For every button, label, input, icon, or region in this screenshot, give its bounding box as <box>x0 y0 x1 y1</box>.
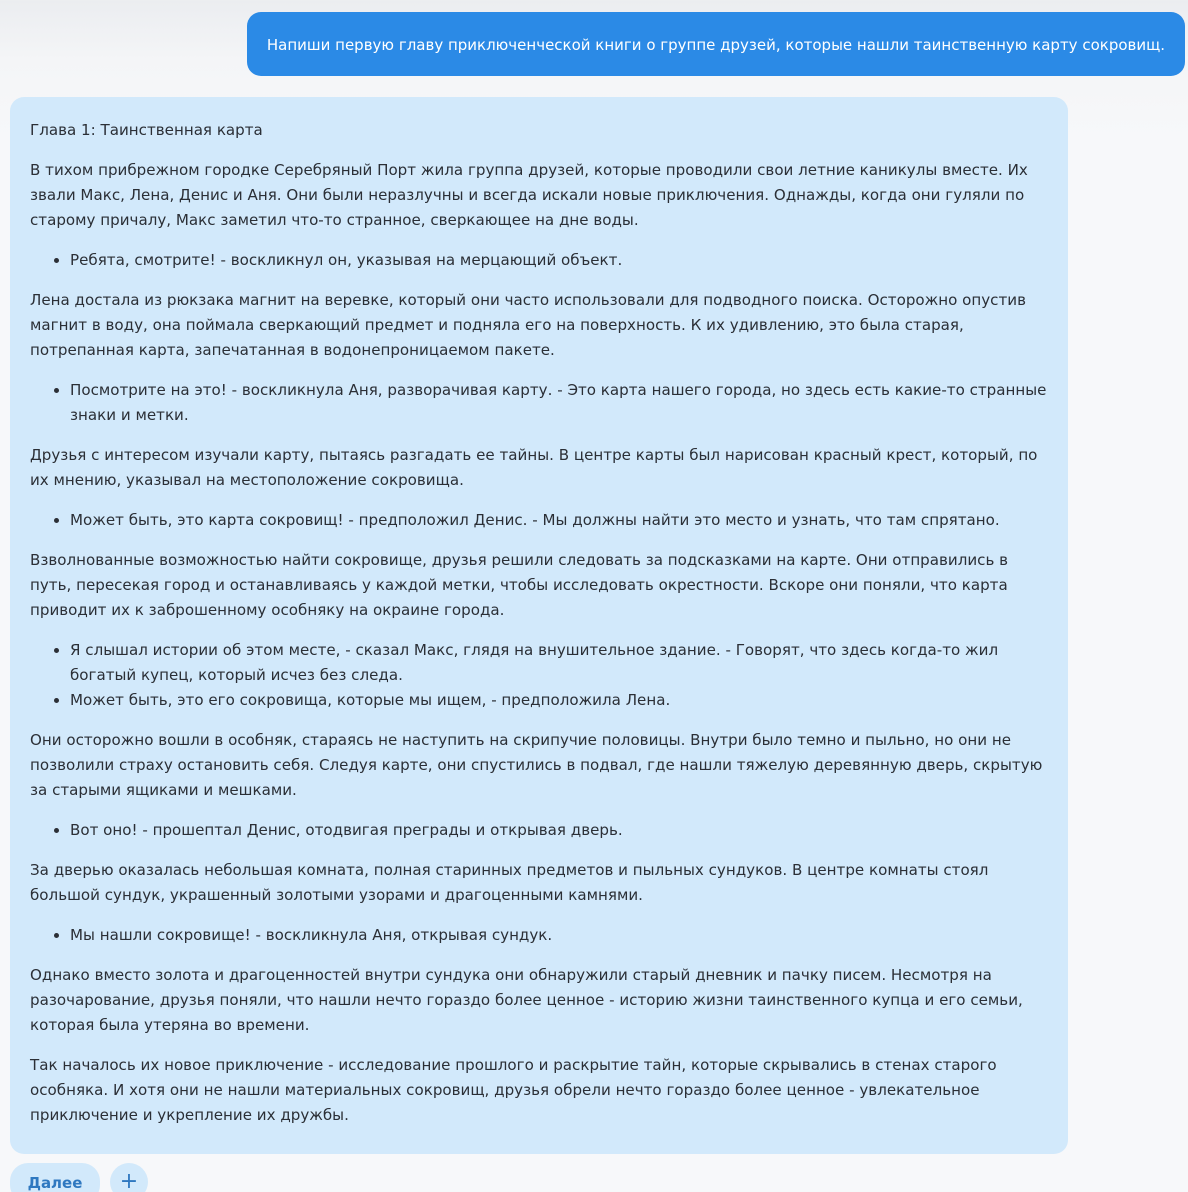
chapter-title: Глава 1: Таинственная карта <box>30 121 263 139</box>
paragraph-4: Взволнованные возможностью найти сокровище, друзья решили следовать за подсказками на карте. Они отправились в путь, пересекая город и останавливаясь у каждой метки, чтобы исследовать окрестности. Вскоре они поняли, что карта приводит их к заброшенному особняку на окраине города. <box>30 551 1009 619</box>
paragraph-6: За дверью оказалась небольшая комната, полная старинных предметов и пыльных сундуков. В центре комнаты стоял большой сундук, украшенный золотыми узорами и драгоценными камнями. <box>30 861 989 904</box>
dialogue-list-6 <box>30 923 1048 948</box>
dialogue-item-6: • Мы нашли сокровище! - воскликнула Аня, открывая сундук. <box>70 923 1048 948</box>
paragraph-7: Однако вместо золота и драгоценностей внутри сундука они обнаружили старый дневник и пачку писем. Несмотря на разочарование, друзья поняли, что нашли нечто гораздо более ценное - историю жизни таинственного купца и его семьи, которая была утеряна во времени. <box>30 966 1023 1034</box>
next-button[interactable]: Далее <box>10 1163 100 1192</box>
paragraph-2: Лена достала из рюкзака магнит на веревке, который они часто использовали для подводного поиска. Осторожно опустив магнит в воду, она поймала сверкающий предмет и подняла его на поверхность. К их удивлению, это была старая, потрепанная карта, запечатанная в водонепроницаемом пакете. <box>30 291 1026 359</box>
paragraph-3: Друзья с интересом изучали карту, пытаясь разгадать ее тайны. В центре карты был нарисован красный крест, который, по их мнению, указывал на местоположение сокровища. <box>30 446 1038 489</box>
message-actions <box>10 1163 148 1192</box>
dialogue-item-4b: • Может быть, это его сокровища, которые мы ищем, - предположила Лена. <box>70 688 1048 713</box>
paragraph-8: Так началось их новое приключение - исследование прошлого и раскрытие тайн, которые скрывались в стенах старого особняка. И хотя они не нашли материальных сокровищ, друзья обрели нечто гораздо более ценное - увлекательное приключение и укрепление их дружбы. <box>30 1056 997 1124</box>
dialogue-list-3 <box>30 508 1048 533</box>
dialogue-item-5: • Вот оно! - прошептал Денис, отодвигая преграды и открывая дверь. <box>70 818 1048 843</box>
user-message-row <box>247 12 1185 76</box>
paragraph-5: Они осторожно вошли в особняк, стараясь не наступить на скрипучие половицы. Внутри было темно и пыльно, но они не позволили страху остановить себя. Следуя карте, они спустились в подвал, где нашли тяжелую деревянную дверь, скрытую за старыми ящиками и мешками. <box>30 731 1043 799</box>
dialogue-list-2 <box>30 378 1048 428</box>
dialogue-item-1: • Ребята, смотрите! - воскликнул он, указывая на мерцающий объект. <box>70 248 1048 273</box>
dialogue-list-5 <box>30 818 1048 843</box>
user-message-bubble: Напиши первую главу приключенческой книги о группе друзей, которые нашли таинственную карту сокровищ. <box>247 12 1185 76</box>
assistant-message-bubble <box>10 97 1068 1154</box>
dialogue-list-1 <box>30 248 1048 273</box>
dialogue-item-4a: • Я слышал истории об этом месте, - сказал Макс, глядя на внушительное здание. - Говорят, что здесь когда-то жил богатый купец, который исчез без следа. <box>70 638 1048 688</box>
dialogue-item-2: • Посмотрите на это! - воскликнула Аня, разворачивая карту. - Это карта нашего города, но здесь есть какие-то странные знаки и метки. <box>70 378 1048 428</box>
paragraph-1: В тихом прибрежном городке Серебряный Порт жила группа друзей, которые проводили свои летние каникулы вместе. Их звали Макс, Лена, Денис и Аня. Они были неразлучны и всегда искали новые приключения. Однажды, когда они гуляли по старому причалу, Макс заметил что-то странное, сверкающее на дне воды. <box>30 161 1028 229</box>
dialogue-item-3: • Может быть, это карта сокровищ! - предположил Денис. - Мы должны найти это место и узнать, что там спрятано. <box>70 508 1048 533</box>
dialogue-list-4 <box>30 638 1048 713</box>
plus-icon[interactable]: + <box>110 1163 148 1192</box>
